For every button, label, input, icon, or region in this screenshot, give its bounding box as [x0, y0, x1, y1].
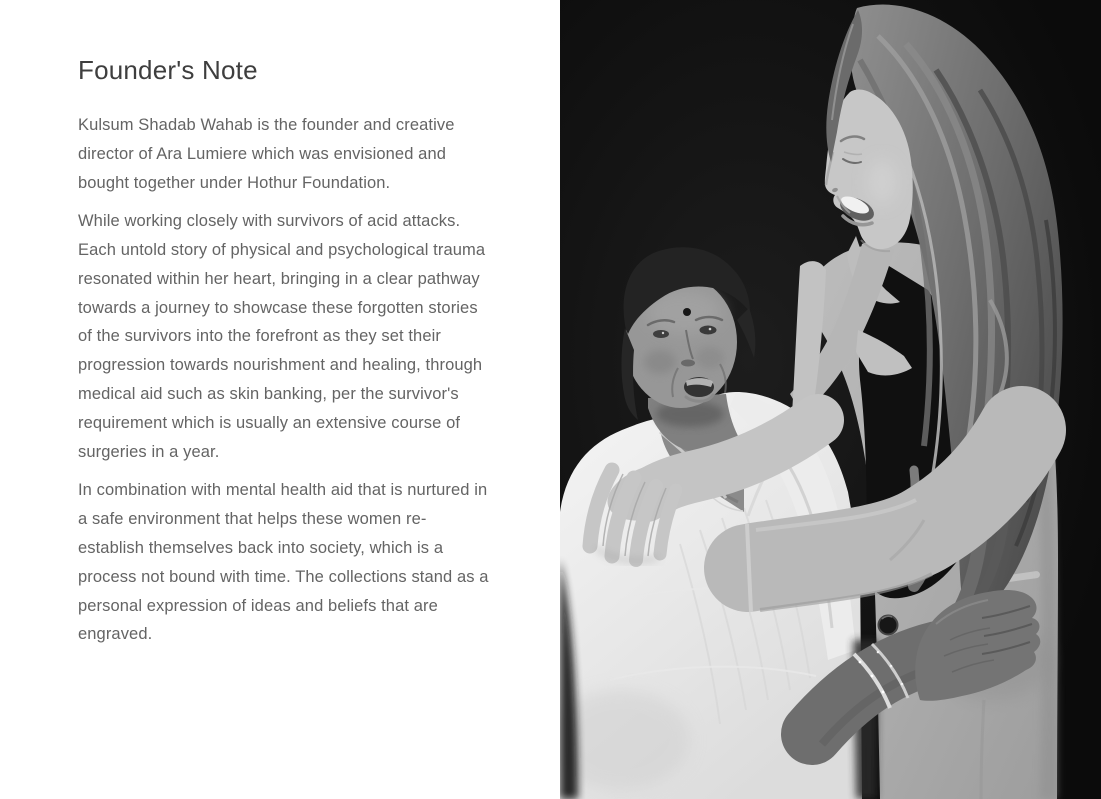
blazer-button-large — [879, 616, 898, 635]
founders-note-paragraph-3: In combination with mental health aid that is nurtured in a safe environment that helps these women re-establish themselves back into society, which is a process not bound with time. The collections stand as a personal expression of ideas and beliefs that are engraved. — [78, 481, 489, 644]
photo-panel — [560, 0, 1101, 799]
founders-note-paragraph-2: While working closely with survivors of acid attacks. Each untold story of physical and psychological trauma resonated within her heart, bringing in a clear pathway towards a journey to showcase these forgotten stories of the survivors into the forefront as they set their progression towards nourishment and healing, through medical aid such as skin banking, per the survivor's requirement which is usually an extensive course of surgeries in a year. — [78, 212, 486, 461]
survivor-eye-left — [653, 330, 669, 338]
page-title: Founder's Note — [78, 55, 258, 85]
founders-photo — [560, 0, 1101, 799]
bindi — [683, 308, 691, 316]
founders-note-paragraph-1: Kulsum Shadab Wahab is the founder and creative director of Ara Lumiere which was envisioned and bought together under Hothur Foundation. — [78, 115, 455, 192]
survivor-eye-right — [700, 326, 717, 335]
